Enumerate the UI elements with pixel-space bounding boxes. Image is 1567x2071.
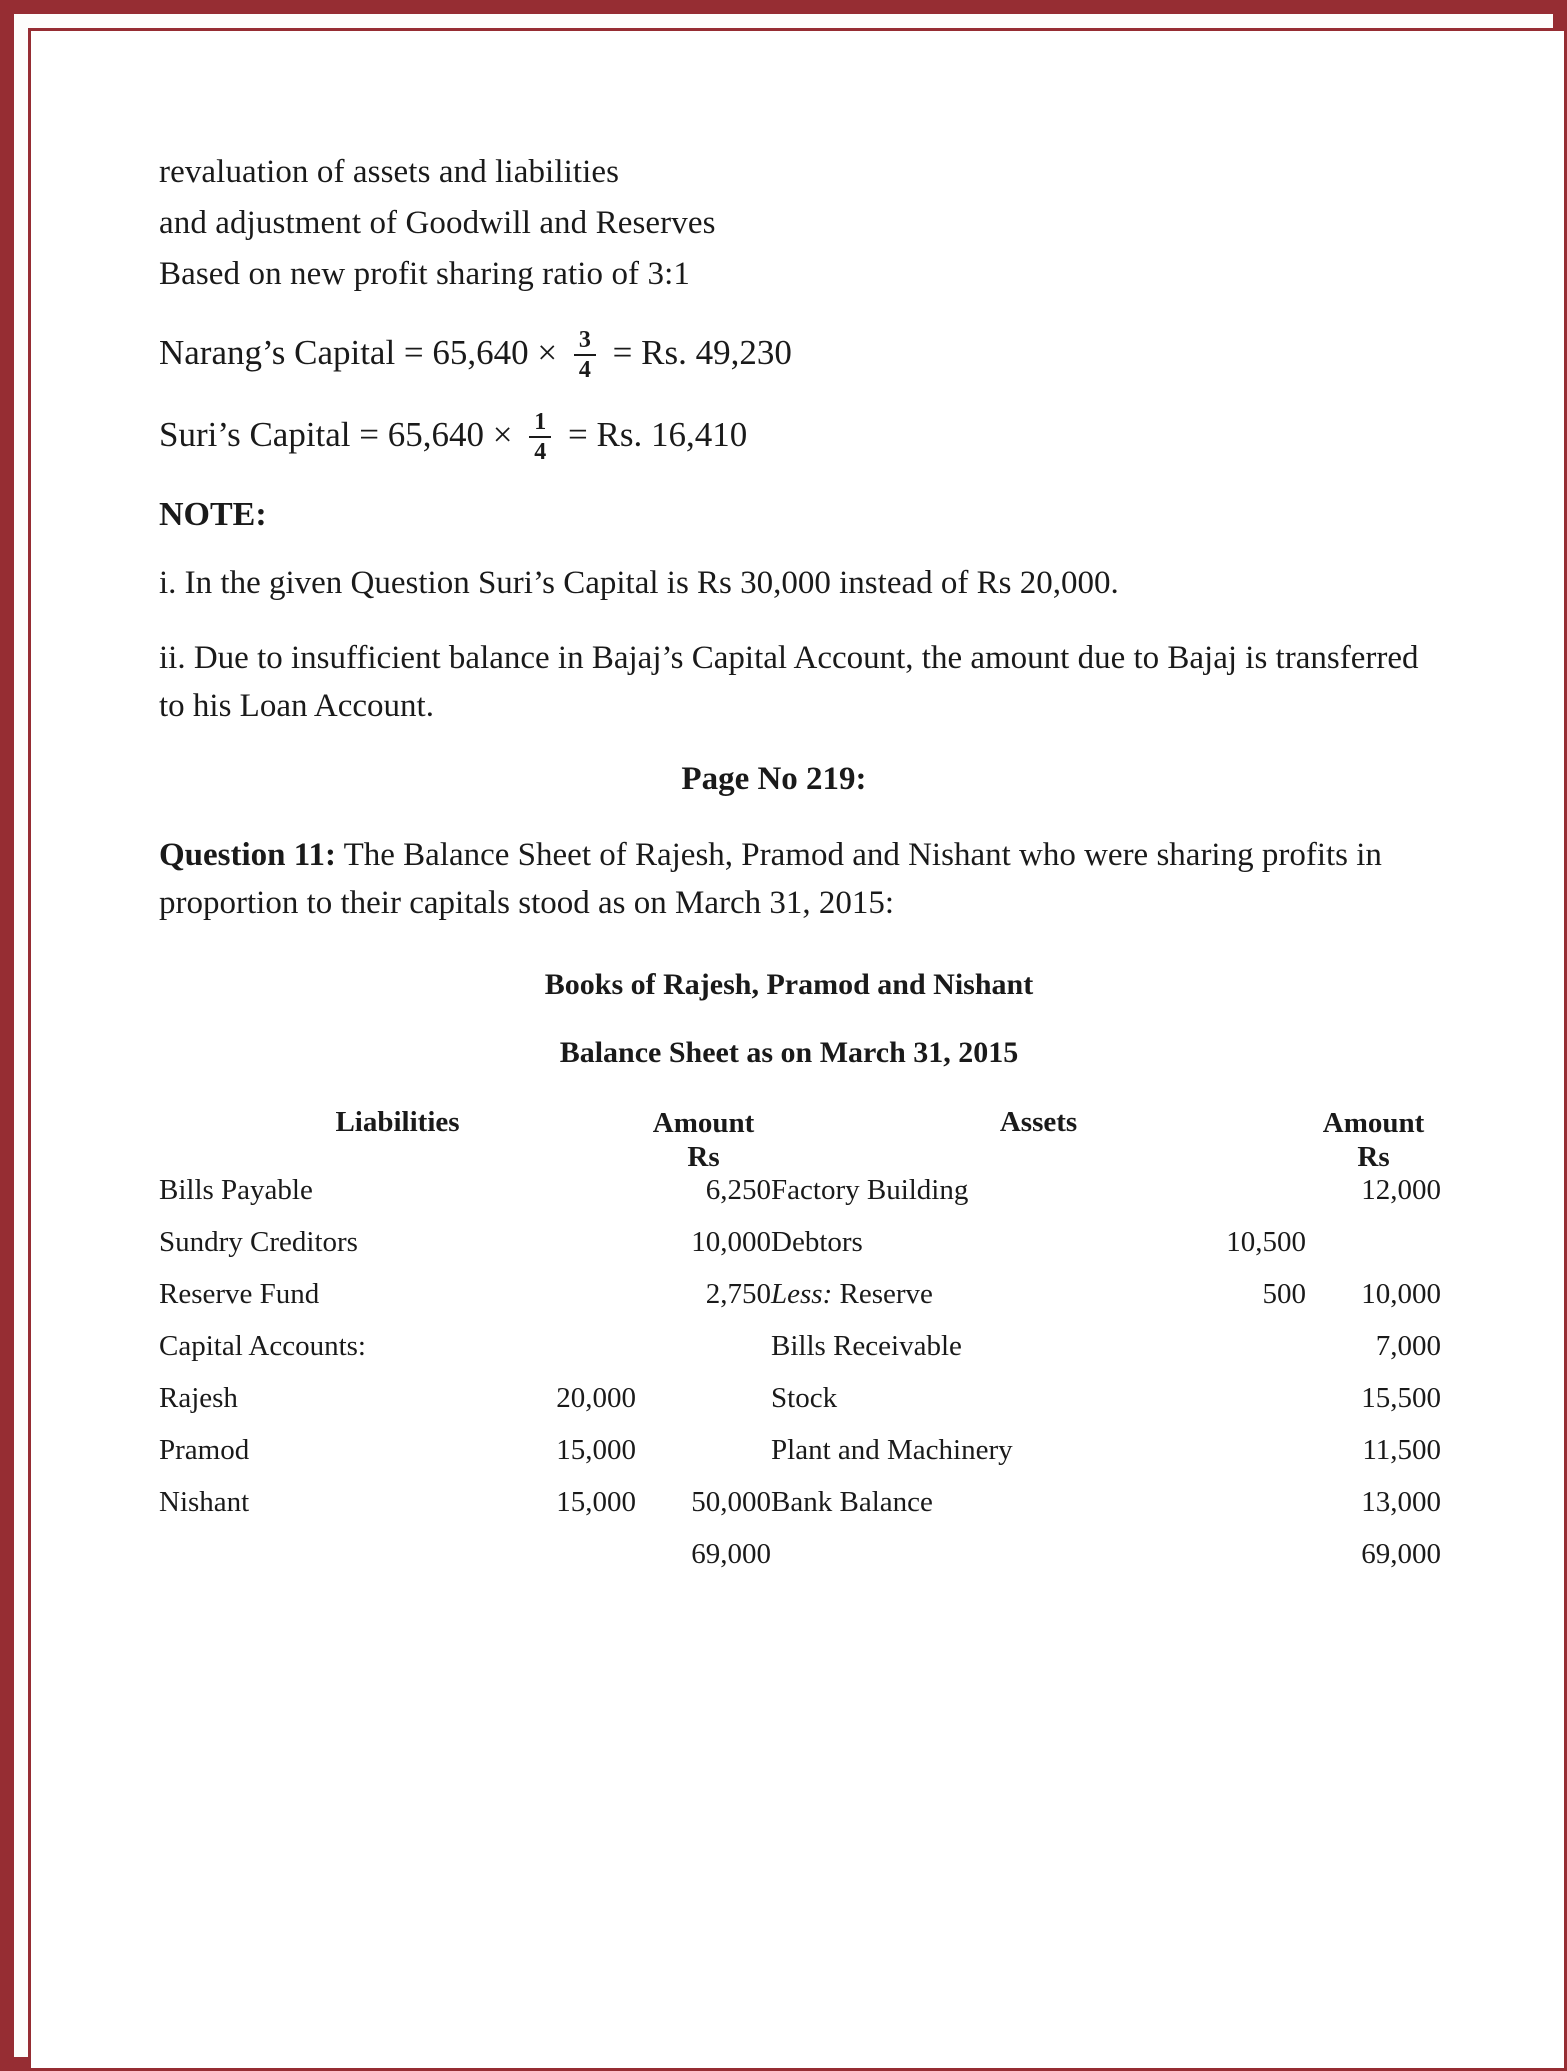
cell-asset-italic-prefix: Less: bbox=[771, 1278, 833, 1311]
formula-suri-lead: Suri’s Capital = 65,640 × bbox=[159, 414, 522, 454]
table-totals-row bbox=[159, 1538, 1441, 1590]
note-item-ii: ii. Due to insufficient balance in Bajaj’s Capital Account, the amount due to Bajaj is transferred to his Loan Account. bbox=[159, 640, 1419, 725]
note-heading: NOTE: bbox=[159, 495, 267, 533]
table-row bbox=[159, 1174, 1441, 1226]
cell-asset-name: Bills Receivable bbox=[771, 1330, 962, 1363]
cell-asset-amount: 13,000 bbox=[1361, 1486, 1442, 1519]
cell-asset-amount: 11,500 bbox=[1362, 1434, 1442, 1467]
cell-asset-name: Stock bbox=[771, 1382, 838, 1415]
cell-asset-name: Debtors bbox=[771, 1226, 863, 1259]
cell-asset-sub: 10,500 bbox=[1226, 1226, 1307, 1259]
cell-total-liabilities: 69,000 bbox=[691, 1538, 772, 1571]
cell-liability-amount bbox=[636, 1382, 771, 1434]
formula-narang-capital bbox=[159, 326, 1449, 383]
page-no-heading: Page No 219: bbox=[681, 761, 867, 798]
cell-asset-name: Bank Balance bbox=[771, 1486, 933, 1519]
cell-asset-sub bbox=[1146, 1382, 1306, 1434]
cell-liability-amount: 2,750 bbox=[705, 1278, 772, 1311]
cell-liability-sub: 15,000 bbox=[556, 1434, 637, 1467]
question-paragraph bbox=[159, 832, 1449, 928]
cell-total-assets: 69,000 bbox=[1361, 1538, 1442, 1571]
cell-liability-sub: 15,000 bbox=[556, 1486, 637, 1519]
formula-narang-lead: Narang’s Capital = 65,640 × bbox=[159, 332, 566, 372]
cell-liability-amount bbox=[636, 1330, 771, 1382]
question-text: The Balance Sheet of Rajesh, Pramod and Nishant who were sharing profits in proportion to their capitals stood as on March 31, 2015: bbox=[159, 837, 1382, 921]
header-amount-liabilities bbox=[636, 1106, 771, 1174]
table-header-row bbox=[159, 1106, 1441, 1174]
cell-liability-sub bbox=[519, 1174, 636, 1226]
intro-line-2: and adjustment of Goodwill and Reserves bbox=[159, 204, 716, 241]
header-amount-label-2: Amount bbox=[1322, 1106, 1425, 1139]
cell-liability-name: Nishant bbox=[159, 1486, 250, 1519]
cell-total-spacer-asset-sub bbox=[1146, 1538, 1306, 1590]
cell-asset-amount: 15,500 bbox=[1361, 1382, 1442, 1415]
intro-line-3: Based on new profit sharing ratio of 3:1 bbox=[159, 255, 690, 292]
fraction-denominator: 4 bbox=[534, 438, 547, 465]
cell-liability-name: Rajesh bbox=[159, 1382, 238, 1415]
fraction-three-fourths bbox=[574, 328, 596, 382]
header-liabilities: Liabilities bbox=[335, 1105, 460, 1138]
cell-liability-amount: 50,000 bbox=[691, 1486, 772, 1519]
intro-paragraph-block bbox=[159, 149, 1449, 298]
fraction-one-fourth bbox=[529, 410, 551, 464]
cell-asset-amount: 12,000 bbox=[1361, 1174, 1442, 1207]
header-amount-label: Amount bbox=[652, 1106, 755, 1139]
cell-asset-name bbox=[771, 1278, 1146, 1330]
fraction-numerator: 3 bbox=[578, 326, 591, 353]
cell-total-spacer-liab-sub bbox=[519, 1538, 636, 1590]
fraction-denominator: 4 bbox=[578, 356, 591, 383]
cell-asset-sub bbox=[1146, 1330, 1306, 1382]
cell-asset-amount: 7,000 bbox=[1375, 1330, 1442, 1363]
cell-asset-sub bbox=[1146, 1174, 1306, 1226]
table-row bbox=[159, 1226, 1441, 1278]
formula-suri-capital bbox=[159, 408, 1449, 465]
table-title-books: Books of Rajesh, Pramod and Nishant bbox=[544, 967, 1034, 1001]
intro-line-1: revaluation of assets and liabilities bbox=[159, 154, 620, 190]
cell-total-spacer-liab bbox=[159, 1538, 519, 1590]
cell-liability-name: Sundry Creditors bbox=[159, 1226, 358, 1259]
fraction-numerator: 1 bbox=[534, 408, 547, 435]
table-row bbox=[159, 1382, 1441, 1434]
cell-asset-sub: 500 bbox=[1262, 1278, 1307, 1311]
header-assets: Assets bbox=[999, 1105, 1078, 1138]
cell-asset-name: Plant and Machinery bbox=[771, 1434, 1013, 1467]
cell-liability-amount bbox=[636, 1434, 771, 1486]
note-item-i: i. In the given Question Suri’s Capital is Rs 30,000 instead of Rs 20,000. bbox=[159, 564, 1119, 601]
table-row bbox=[159, 1330, 1441, 1382]
cell-liability-name: Reserve Fund bbox=[159, 1278, 320, 1311]
question-label: Question 11: bbox=[159, 837, 336, 874]
header-rs-label: Rs bbox=[687, 1141, 720, 1174]
table-row bbox=[159, 1434, 1441, 1486]
cell-asset-rest: Reserve bbox=[832, 1278, 933, 1311]
cell-asset-amount: 10,000 bbox=[1361, 1278, 1442, 1311]
table-title-balance-sheet: Balance Sheet as on March 31, 2015 bbox=[559, 1035, 1019, 1069]
cell-asset-amount bbox=[1306, 1226, 1441, 1278]
cell-asset-sub bbox=[1146, 1486, 1306, 1538]
cell-liability-sub: 20,000 bbox=[556, 1382, 637, 1415]
cell-liability-amount: 6,250 bbox=[705, 1174, 772, 1207]
cell-liability-name: Capital Accounts: bbox=[159, 1330, 366, 1363]
header-rs-label-2: Rs bbox=[1357, 1141, 1390, 1174]
cell-asset-name: Factory Building bbox=[771, 1174, 969, 1207]
table-row bbox=[159, 1278, 1441, 1330]
page-border-inner bbox=[28, 28, 1567, 2071]
cell-liability-name: Bills Payable bbox=[159, 1174, 313, 1207]
cell-total-spacer-asset bbox=[771, 1538, 1146, 1590]
table-row bbox=[159, 1486, 1441, 1538]
cell-liability-name: Pramod bbox=[159, 1434, 250, 1467]
cell-liability-amount: 10,000 bbox=[691, 1226, 772, 1259]
formula-narang-tail: = Rs. 49,230 bbox=[603, 332, 792, 372]
cell-asset-sub bbox=[1146, 1434, 1306, 1486]
cell-liability-sub bbox=[519, 1330, 636, 1382]
header-amount-assets bbox=[1306, 1106, 1441, 1174]
cell-liability-sub bbox=[519, 1226, 636, 1278]
balance-sheet-table bbox=[159, 1106, 1441, 1590]
formula-suri-tail: = Rs. 16,410 bbox=[559, 414, 748, 454]
document-content bbox=[159, 149, 1449, 1590]
cell-liability-sub bbox=[519, 1278, 636, 1330]
